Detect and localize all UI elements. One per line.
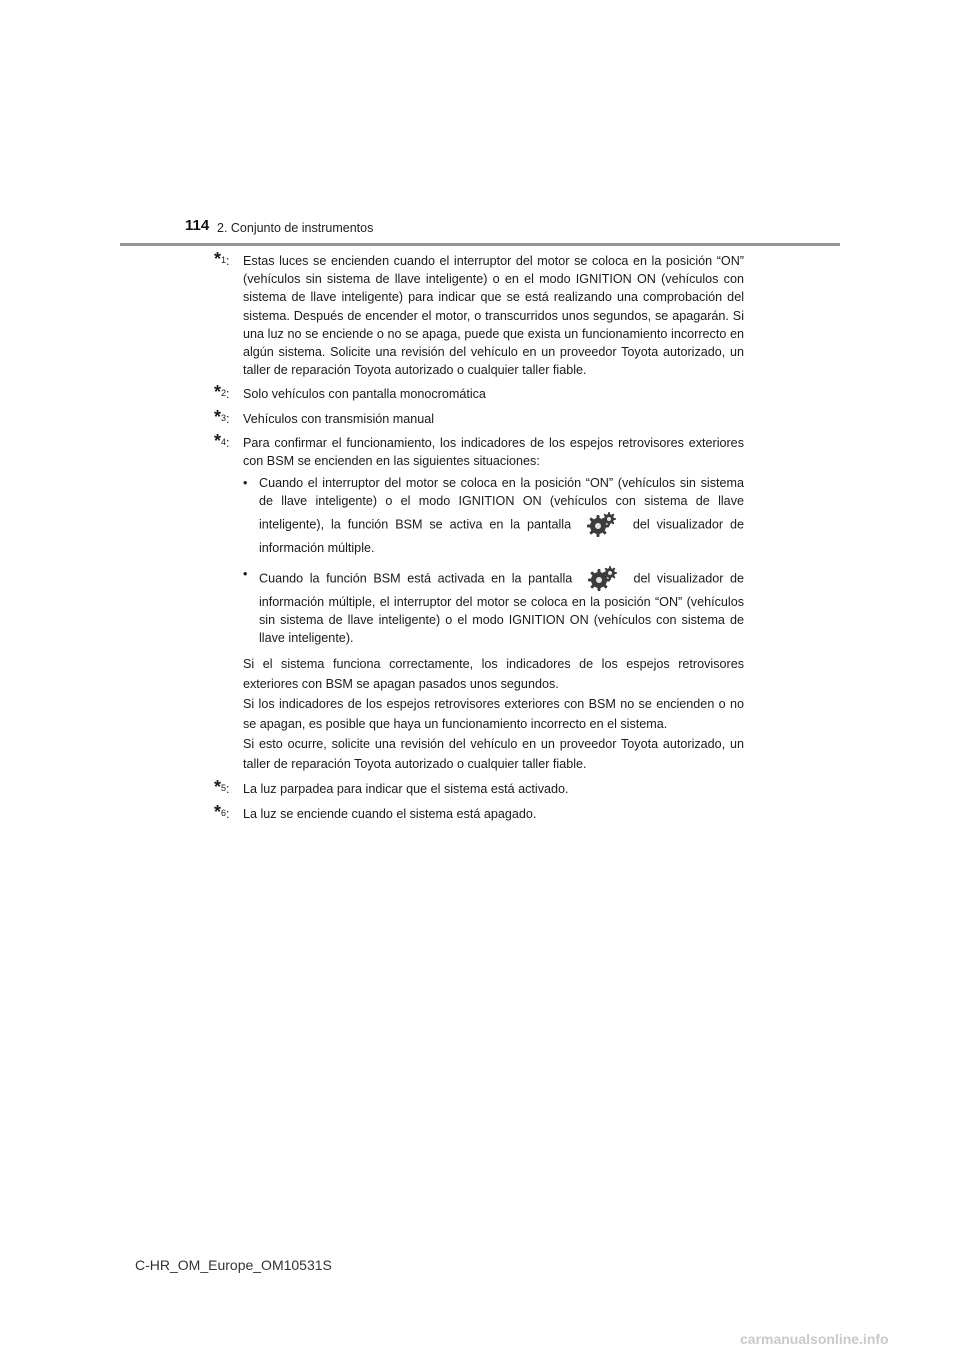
bullet-text-start: Cuando la función BSM está activada en la pantalla xyxy=(259,571,573,586)
watermark: carmanualsonline.info xyxy=(740,1331,889,1347)
footnotes-content xyxy=(214,249,745,829)
header-divider xyxy=(120,243,840,246)
bullet-text-start: Cuando el interruptor del motor se coloca en la posición “ON” (vehículos sin sistema de llave inteligente) o el modo IGNITION ON (vehículos con sistema de llave inteligente), la función BSM se activa en la pantalla xyxy=(259,476,744,531)
gear-settings-icon xyxy=(586,565,620,593)
footnote-marker: *$^5$: xyxy=(214,777,230,798)
paragraph: Si esto ocurre, solicite una revisión del vehículo en un proveedor Toyota autorizado, un taller de reparación Toyota autorizado o cualquier taller fiable. xyxy=(243,737,744,771)
page-number: 114 xyxy=(185,217,210,234)
bullet-text-end: del visualizador de información múltiple. xyxy=(259,516,745,555)
footnote-5 xyxy=(214,777,744,798)
footnote-text: Vehículos con transmisión manual xyxy=(243,411,435,426)
footnote-text: Solo vehículos con pantalla monocromática xyxy=(243,387,486,402)
bullet-list xyxy=(243,474,744,647)
section-title: 2. Conjunto de instrumentos xyxy=(217,221,374,235)
bullet-dot: • xyxy=(243,476,248,491)
document-code: C-HR_OM_Europe_OM10531S xyxy=(135,1257,332,1273)
footnote-marker: *$^1$: xyxy=(214,249,230,269)
footnote-6 xyxy=(214,801,744,823)
footnote-4 xyxy=(214,430,745,775)
footnote-text: La luz parpadea para indicar que el sistema está activado. xyxy=(243,782,569,797)
paragraph: Si el sistema funciona correctamente, los indicadores de los espejos retrovisores exteriores con BSM se apagan pasados unos segundos. xyxy=(243,657,744,691)
list-item xyxy=(243,474,744,557)
footnote-marker: *$^2$: xyxy=(214,382,230,403)
footnote-marker: *$^3$: xyxy=(214,406,230,427)
footnote-marker: *$^4$: xyxy=(214,430,230,451)
footnote-text: Estas luces se encienden cuando el interruptor del motor se coloca en la posición “ON” (vehículos sin sistema de llave inteligente) o en el modo IGNITION ON (vehículos con sistema de llave inteligente) para indicar que se está realizando una comprobación del sistema. Después de encender el motor, o transcurridos unos segundos, se apagarán. Si una luz no se enciende o no se apaga, puede que exista un funcionamiento incorrecto en algún sistema. Solicite una revisión del vehículo en un proveedor Toyota autorizado, un taller de reparación Toyota autorizado o cualquier taller fiable. xyxy=(243,254,744,378)
bullet-dot: • xyxy=(243,566,248,581)
footnote-text: La luz se enciende cuando el sistema está apagado. xyxy=(243,806,537,821)
footnote-1 xyxy=(214,249,744,379)
list-item xyxy=(243,565,744,648)
paragraph: Si los indicadores de los espejos retrovisores exteriores con BSM no se encienden o no se apagan, es posible que haya un funcionamiento incorrecto en el sistema. xyxy=(243,697,744,731)
footnote-3 xyxy=(214,406,744,428)
footnote-marker: *$^6$: xyxy=(214,801,230,822)
footnote-text: Para confirmar el funcionamiento, los indicadores de los espejos retrovisores exteriores con BSM se encienden en las siguientes situaciones: xyxy=(243,435,744,469)
footnote-2 xyxy=(214,382,744,403)
bullet-text-end: del visualizador de información múltiple, el interruptor del motor se coloca en la posición “ON” (vehículos sin sistema de llave inteligente) o el modo IGNITION ON (vehículos con sistema de llave inteligente). xyxy=(259,571,745,646)
gear-settings-icon xyxy=(585,511,619,539)
